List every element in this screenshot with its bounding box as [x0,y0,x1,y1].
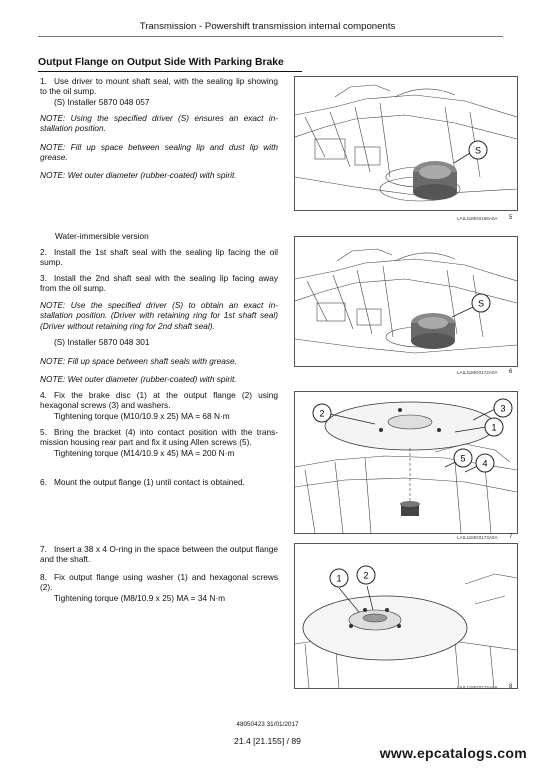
step-text: Fix output flange using washer (1) and hexagonal screws (2). [40,572,278,593]
figure-code: LAIL11MG0173A0A [457,535,498,540]
brake-disc-illustration [295,392,517,533]
tool-reference: (S) Installer 5870 048 301 [54,337,150,347]
figure-shaft-seal-water-immersible [294,236,518,367]
note: NOTE: Fill up space between sealing lip and dust lip with grease. [40,142,278,163]
tool-reference: (S) Installer 5870 048 057 [54,97,150,107]
step-number: 5. [40,427,47,437]
step-1 [40,76,278,97]
document-code: 48050423 31/01/2017 [236,721,299,728]
step-text: Fix the brake disc (1) at the output flange (2) using hexagonal screws (3) and washers. [40,390,278,411]
transmission-illustration [295,237,517,366]
figure-number: 6 [509,369,513,375]
figure-number: 8 [509,684,513,690]
output-flange-illustration [295,544,517,688]
figure-code: LAIL11MG0172A0A [457,370,498,375]
section-underline [38,71,302,72]
step-5 [40,427,278,458]
torque-spec: Tightening torque (M8/10.9 x 25) MA = 34 N·m [54,592,226,603]
step-number: 7. [40,544,47,554]
callout-S: S [474,145,482,156]
callout-S: S [477,298,485,309]
step-7 [40,544,278,565]
note: NOTE: Wet outer diameter (rubber-coated) with spirit. [40,374,237,384]
step-number: 4. [40,390,47,400]
version-label: Water-immersible version [55,231,149,241]
step-text: Install the 2nd shaft seal with the sealing lip facing away from the oil sump. [40,273,278,294]
figure-shaft-seal-installation [294,76,518,211]
callout-1: 1 [336,573,342,584]
step-number: 8. [40,572,47,582]
figure-code: LAIL11MG0166A0A [457,216,498,221]
step-text: Mount the output flange (1) until contact is obtained. [54,477,245,487]
section-title: Output Flange on Output Side With Parking Brake [38,57,284,68]
step-text: Install the 1st shaft seal with the sealing lip facing the oil sump. [40,247,278,268]
step-number: 2. [40,247,47,257]
page-header: Transmission - Powershift transmission internal components [139,21,396,32]
figure-brake-disc-mounting [294,391,518,534]
torque-spec: Tightening torque (M10/10.9 x 25) MA = 68 N·m [54,410,230,421]
header-divider [38,36,503,37]
step-number: 1. [40,76,47,86]
note: NOTE: Wet outer diameter (rubber-coated) with spirit. [40,170,237,180]
step-text: Insert a 38 x 4 O-ring in the space between the output flange and the shaft. [40,544,278,565]
torque-spec: Tightening torque (M14/10.9 x 45) MA = 200 N·m [54,447,235,458]
step-2 [40,247,278,268]
figure-number: 5 [509,215,513,221]
callout-4: 4 [482,458,488,469]
step-text: Bring the bracket (4) into contact position with the trans-mission housing rear part and fix it using Allen screws (5). [40,427,278,448]
step-6 [40,477,278,487]
step-3 [40,273,278,294]
watermark: www.epcatalogs.com [379,745,527,761]
figure-code: LAIL11MG0174A0A [457,685,498,690]
step-8 [40,572,278,603]
figure-number: 7 [509,534,513,540]
figure-output-flange-fixing [294,543,518,689]
step-number: 3. [40,273,47,283]
note: NOTE: Using the specified driver (S) ensures an exact in-stallation position. [40,113,278,134]
callout-5: 5 [460,453,466,464]
step-text: Use driver to mount shaft seal, with the sealing lip showing to the oil sump. [40,76,278,97]
note: NOTE: Use the specified driver (S) to obtain an exact in-stallation position. (Driver with retaining ring for 1st shaft seal) (Driver without retaining ring for 2nd shaft seal). [40,300,278,331]
step-4 [40,390,278,421]
callout-2: 2 [363,570,369,581]
page-number: 21.4 [21.155] / 89 [234,736,301,746]
note: NOTE: Fill up space between shaft seals with grease. [40,356,237,366]
callout-3: 3 [500,403,506,414]
callout-1: 1 [491,422,497,433]
step-number: 6. [40,477,47,487]
callout-2: 2 [319,408,325,419]
transmission-illustration [295,77,517,210]
